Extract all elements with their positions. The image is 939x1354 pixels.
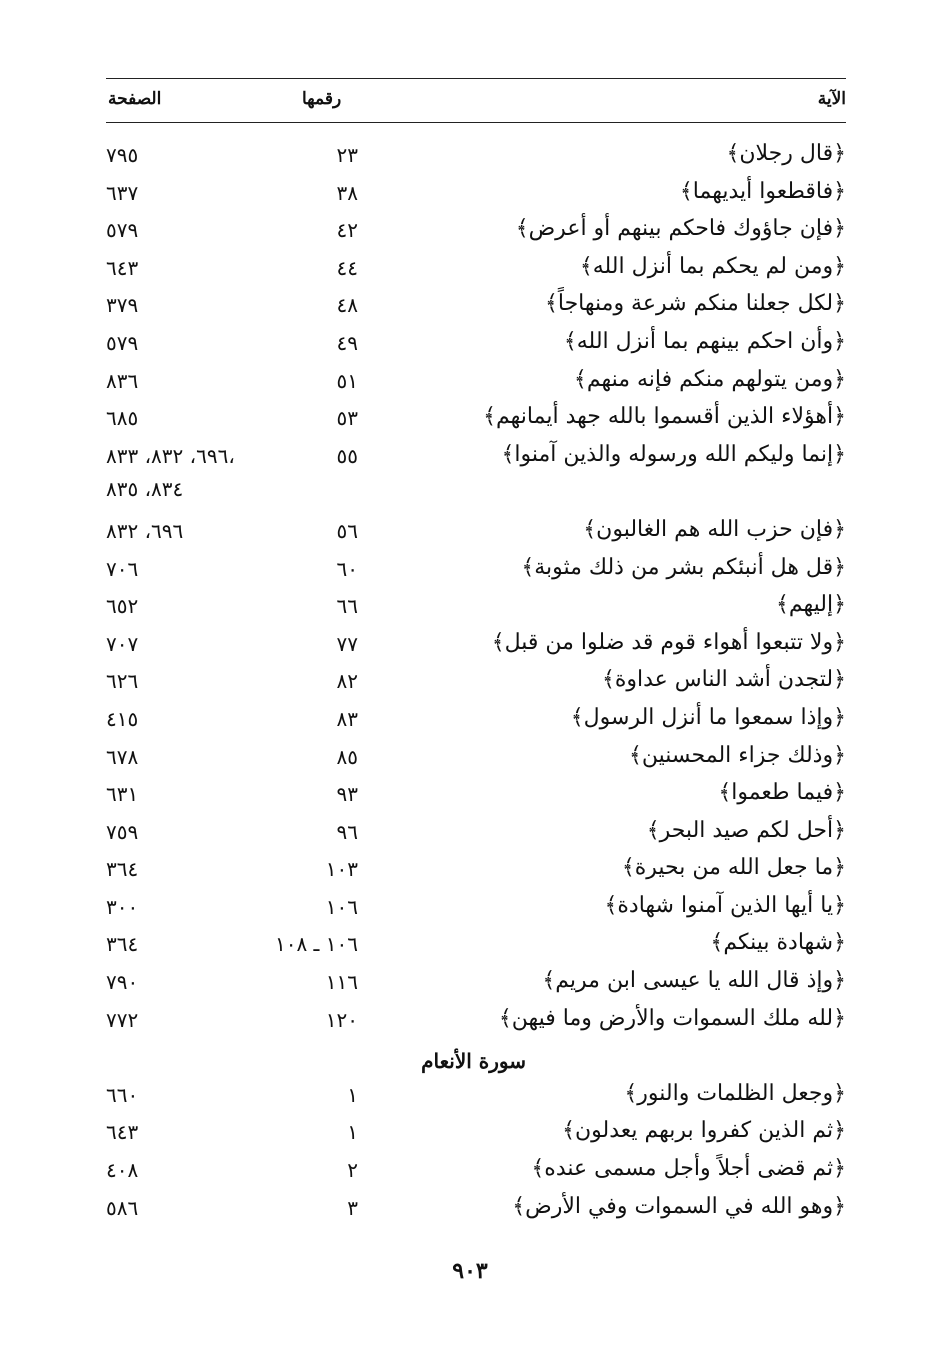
verse-number: ٨٥ — [336, 744, 358, 769]
verse-number: ٣ — [347, 1195, 358, 1220]
verse-number: ١٠٣ — [325, 857, 358, 882]
page-reference: ٧٩٠ — [106, 970, 139, 995]
verse-number: ٣٨ — [336, 180, 358, 205]
page-reference: ٧٠٦ — [106, 556, 139, 581]
table-row — [106, 850, 846, 888]
verse-number: ٨٣ — [336, 706, 358, 731]
verse-number: ٧٧ — [336, 631, 358, 656]
verse-text: ﴿وإذا سمعوا ما أنزل الرسول﴾ — [570, 704, 846, 730]
page-reference: ٧٥٩ — [106, 819, 139, 844]
verse-number: ٤٩ — [336, 330, 358, 355]
table-row — [106, 1113, 846, 1151]
table-row — [106, 362, 846, 400]
table-row — [106, 437, 846, 475]
page-reference: ٧٧٢ — [106, 1007, 139, 1032]
verse-index-table — [106, 136, 846, 1226]
table-row — [106, 211, 846, 249]
page-reference: ٨٣٦ — [106, 368, 139, 393]
verse-number: ٥٦ — [336, 518, 358, 543]
verse-text: ﴿أهؤلاء الذين أقسموا بالله جهد أيمانهم﴾ — [483, 404, 846, 430]
verse-text: ﴿ما جعل الله من بحيرة﴾ — [621, 855, 846, 881]
verse-text: ﴿ومن لم يحكم بما أنزل الله﴾ — [579, 253, 846, 279]
surah-heading-row — [106, 1038, 846, 1076]
page-reference: ٥٨٦ — [106, 1195, 139, 1220]
surah-title: سورة الأنعام — [421, 1049, 526, 1074]
page-reference: ٦٣٧ — [106, 180, 139, 205]
table-row — [106, 136, 846, 174]
column-header-page: الصفحة — [108, 89, 162, 109]
verse-text: ﴿لكل جعلنا منكم شرعة ومنهاجاً﴾ — [544, 291, 846, 317]
verse-text: ﴿قل هل أنبئكم بشر من ذلك مثوبة﴾ — [521, 554, 846, 580]
verse-number: ١٠٦ — [325, 894, 358, 919]
page-number: ٩٠٣ — [452, 1258, 488, 1284]
verse-text: ﴿أحل لكم صيد البحر﴾ — [646, 817, 846, 843]
table-row — [106, 399, 846, 437]
table-row — [106, 1001, 846, 1039]
verse-text: ﴿وجعل الظلمات والنور﴾ — [624, 1080, 846, 1106]
verse-number: ٦٠ — [336, 556, 358, 581]
page-reference: ٨٣٤، ٨٣٥ — [106, 477, 184, 502]
page-reference: ٦٣١ — [106, 782, 139, 807]
table-row — [106, 550, 846, 588]
table-row — [106, 662, 846, 700]
header-bottom-rule — [106, 122, 846, 123]
verse-number: ٤٢ — [336, 218, 358, 243]
page-reference: ٣٧٩ — [106, 293, 139, 318]
page-reference: ٧٩٥ — [106, 143, 139, 167]
verse-number: ١٠٦ ـ ١٠٨ — [274, 932, 358, 957]
page-reference: ٥٧٩ — [106, 330, 139, 355]
verse-text: ﴿لتجدن أشد الناس عداوة﴾ — [601, 667, 846, 693]
verse-text: ﴿يا أيها الذين آمنوا شهادة﴾ — [604, 892, 846, 918]
verse-text: ﴿فاقطعوا أيديهما﴾ — [679, 178, 846, 204]
verse-text: ﴿ثم الذين كفروا بربهم يعدلون﴾ — [562, 1118, 846, 1144]
verse-text: ﴿قال رجلان﴾ — [726, 141, 846, 166]
verse-number: ١٢٠ — [325, 1007, 358, 1032]
verse-text: ﴿وإذ قال الله يا عيسى ابن مريم﴾ — [542, 968, 846, 994]
verse-text: ﴿إليهم﴾ — [775, 592, 846, 618]
verse-number: ٥١ — [336, 368, 358, 393]
page-reference: ٦٨٥ — [106, 406, 139, 431]
page-reference: ٧٠٧ — [106, 631, 139, 656]
page-reference: ٦٩٦، ٨٣٢، ٨٣٣، — [106, 443, 235, 468]
column-header-verse: الآية — [817, 89, 846, 109]
table-row — [106, 286, 846, 324]
page-reference: ٣٦٤ — [106, 857, 139, 882]
verse-text: ﴿شهادة بينكم﴾ — [710, 930, 846, 956]
table-row — [106, 700, 846, 738]
page-reference: ٣٦٤ — [106, 932, 139, 957]
page-reference: ٦٤٣ — [106, 1120, 139, 1145]
verse-number: ٨٢ — [336, 669, 358, 694]
table-row — [106, 1151, 846, 1189]
verse-number: ١ — [347, 1082, 358, 1107]
verse-number: ٩٣ — [336, 782, 358, 807]
verse-text: ﴿وهو الله في السموات وفي الأرض﴾ — [512, 1193, 846, 1219]
table-row — [106, 249, 846, 287]
page-reference: ٦٥٢ — [106, 594, 139, 619]
verse-number: ٤٨ — [336, 293, 358, 318]
verse-number: ٦٦ — [336, 594, 358, 619]
page-reference: ٦٦٠ — [106, 1082, 139, 1107]
table-row — [106, 1076, 846, 1114]
verse-text: ﴿فإن حزب الله هم الغالبون﴾ — [583, 516, 846, 542]
verse-number: ٥٥ — [336, 443, 358, 468]
page-reference: ٤١٥ — [106, 706, 139, 731]
verse-text: ﴿لله ملك السموات والأرض وما فيهن﴾ — [498, 1005, 846, 1031]
verse-number: ٩٦ — [336, 819, 358, 844]
column-header-number: رقمها — [302, 89, 342, 109]
page-reference: ٣٠٠ — [106, 894, 139, 919]
verse-text: ﴿فإن جاؤوك فاحكم بينهم أو أعرض﴾ — [515, 216, 846, 242]
verse-number: ١١٦ — [325, 970, 358, 995]
verse-number: ٢٣ — [336, 143, 358, 167]
verse-text: ﴿إنما وليكم الله ورسوله والذين آمنوا﴾ — [501, 441, 846, 467]
table-row — [106, 587, 846, 625]
verse-number: ١ — [347, 1120, 358, 1145]
table-row — [106, 963, 846, 1001]
verse-text: ﴿ثم قضى أجلاً وأجل مسمى عنده﴾ — [531, 1156, 846, 1182]
page-reference: ٦٩٦، ٨٣٢ — [106, 518, 184, 543]
verse-text: ﴿وأن احكم بينهم بما أنزل الله﴾ — [563, 328, 846, 354]
table-row — [106, 888, 846, 926]
page-reference: ٦٧٨ — [106, 744, 139, 769]
verse-text: ﴿ومن يتولهم منكم فإنه منهم﴾ — [573, 366, 846, 392]
header-top-rule — [106, 78, 846, 79]
table-row — [106, 813, 846, 851]
table-row — [106, 324, 846, 362]
verse-number: ٤٤ — [336, 255, 358, 280]
verse-text: ﴿ولا تتبعوا أهواء قوم قد ضلوا من قبل﴾ — [491, 629, 846, 655]
table-row — [106, 474, 846, 512]
table-row — [106, 775, 846, 813]
table-row — [106, 738, 846, 776]
page-reference: ٦٤٣ — [106, 255, 139, 280]
page-reference: ٥٧٩ — [106, 218, 139, 243]
table-row — [106, 625, 846, 663]
verse-number: ٥٣ — [336, 406, 358, 431]
verse-text: ﴿وذلك جزاء المحسنين﴾ — [628, 742, 846, 768]
page-reference: ٤٠٨ — [106, 1158, 139, 1183]
table-row — [106, 925, 846, 963]
table-row — [106, 174, 846, 212]
verse-text: ﴿فيما طعموا﴾ — [718, 780, 846, 806]
verse-number: ٢ — [347, 1158, 358, 1183]
page-reference: ٦٢٦ — [106, 669, 139, 694]
table-row — [106, 512, 846, 550]
table-row — [106, 1189, 846, 1227]
